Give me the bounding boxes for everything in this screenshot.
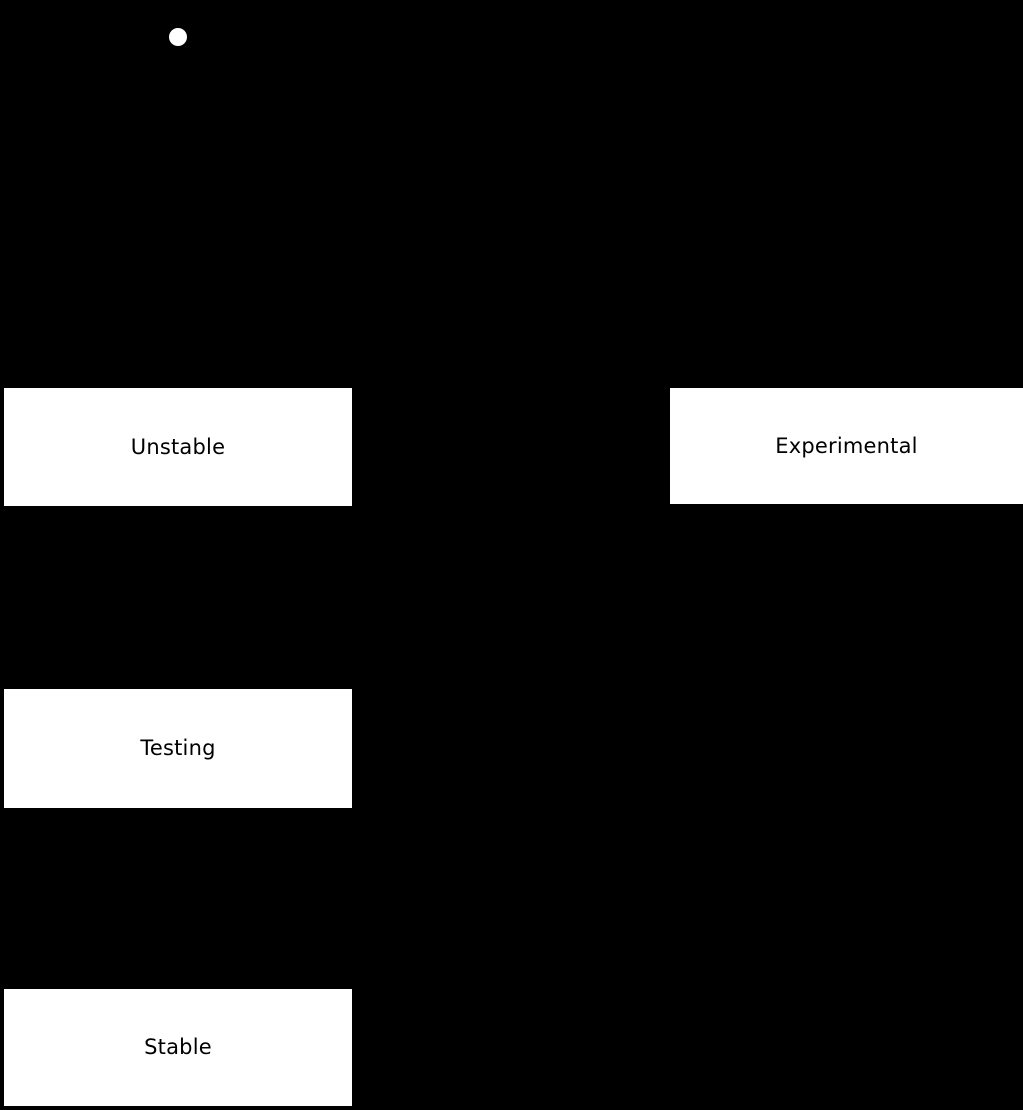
node-stable-label: Stable [144,1035,212,1059]
node-stable[interactable] [4,989,352,1106]
node-experimental[interactable] [670,388,1023,504]
node-unstable-label: Unstable [130,434,226,459]
node-experimental-label: Experimental [775,433,918,458]
node-testing[interactable] [4,689,352,808]
start-dot [169,28,187,46]
node-unstable[interactable] [4,388,352,506]
node-testing-label: Testing [140,736,216,760]
